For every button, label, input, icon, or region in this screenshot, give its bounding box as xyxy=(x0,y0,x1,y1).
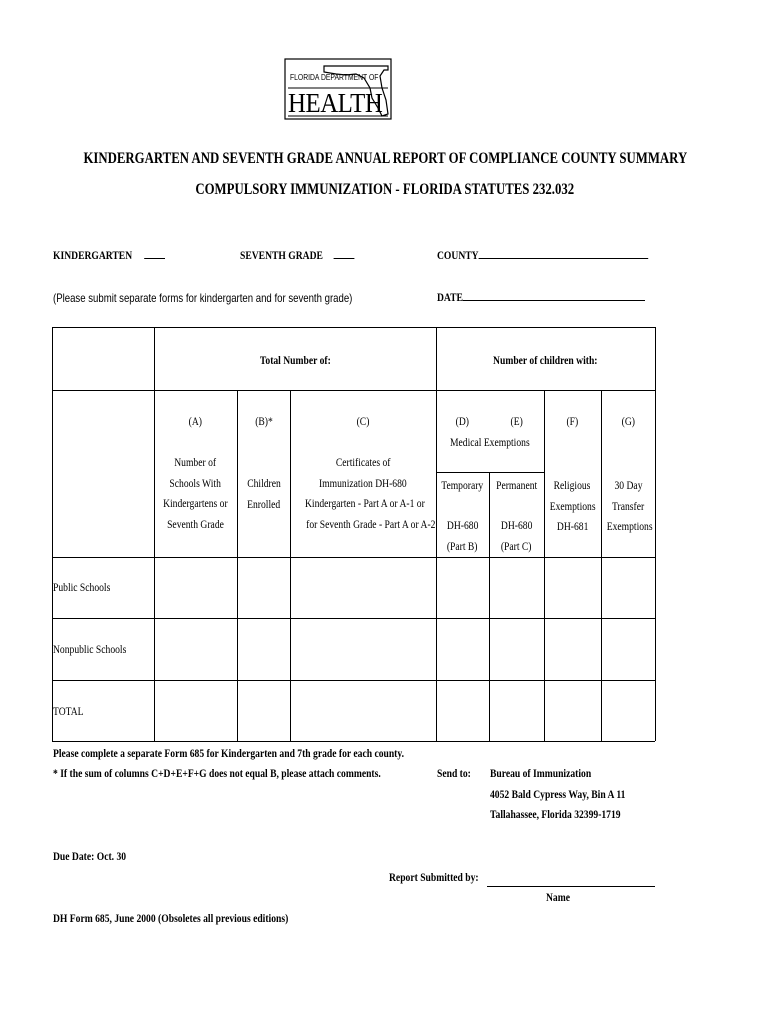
col-a-letter: (A) xyxy=(188,414,203,428)
table-border-bottom xyxy=(52,741,655,742)
col-e-form: DH-680 (Part C) xyxy=(500,518,533,553)
table-header-divider xyxy=(52,390,655,391)
row-label-public-schools: Public Schools xyxy=(53,580,111,594)
table-col-divider xyxy=(489,472,490,741)
col-f-letter: (F) xyxy=(566,414,579,428)
table-border-right xyxy=(655,327,656,741)
note-sum-columns: * If the sum of columns C+D+E+F+G does not equal B, please attach comments. xyxy=(53,766,381,780)
table-col-divider xyxy=(544,390,545,741)
county-label: COUNTY xyxy=(437,248,479,262)
table-col-divider xyxy=(601,390,602,741)
group-header-total: Total Number of: xyxy=(259,353,331,367)
note-separate-form: Please complete a separate Form 685 for Kindergarten and 7th grade for each county. xyxy=(53,746,405,760)
table-row-divider xyxy=(52,618,655,619)
page-subtitle: COMPULSORY IMMUNIZATION - FLORIDA STATUTES 232.032 xyxy=(195,181,575,198)
table-col-divider xyxy=(290,390,291,741)
due-date: Due Date: Oct. 30 xyxy=(53,849,127,863)
medical-exemptions-label: Medical Exemptions xyxy=(450,435,530,449)
col-g-letter: (G) xyxy=(621,414,635,428)
send-to-label: Send to: xyxy=(437,766,471,780)
address-line-1: Bureau of Immunization xyxy=(490,766,592,780)
table-col-divider xyxy=(154,327,155,741)
row-label-total: TOTAL xyxy=(53,704,84,718)
group-header-children: Number of children with: xyxy=(493,353,598,367)
date-label: DATE xyxy=(437,290,463,304)
medical-subheader-divider xyxy=(436,472,544,473)
col-d-letter: (D) xyxy=(455,414,470,428)
col-e-letter: (E) xyxy=(510,414,523,428)
col-a-header: Number of Schools With Kindergartens or Seventh Grade xyxy=(163,455,228,531)
address-line-3: Tallahassee, Florida 32399-1719 xyxy=(490,807,621,821)
col-b-header: Children Enrolled xyxy=(246,476,281,511)
table-body-top xyxy=(52,557,655,558)
table-col-divider xyxy=(237,390,238,741)
col-e-header: Permanent xyxy=(495,478,538,492)
kindergarten-label: KINDERGARTEN xyxy=(53,248,133,262)
name-label: Name xyxy=(546,890,570,904)
col-d-header: Temporary xyxy=(441,478,484,492)
address-line-2: 4052 Bald Cypress Way, Bin A 11 xyxy=(490,787,626,801)
logo-main-text: HEALTH xyxy=(288,88,383,118)
table-border-top xyxy=(52,327,655,328)
page-title: KINDERGARTEN AND SEVENTH GRADE ANNUAL REPORT OF COMPLIANCE COUNTY SUMMARY xyxy=(83,150,687,167)
report-submitted-by-label: Report Submitted by: xyxy=(389,870,479,884)
seventh-grade-label: SEVENTH GRADE xyxy=(240,248,323,262)
table-row-divider xyxy=(52,680,655,681)
col-f-header: Religious Exemptions DH-681 xyxy=(549,478,596,533)
col-c-letter: (C) xyxy=(356,414,370,428)
col-c-header: Certificates of Immunization DH-680 Kindergarten - Part A or A-1 or for Seventh Grade - Part A or A-2 xyxy=(304,455,436,531)
col-g-header: 30 Day Transfer Exemptions xyxy=(606,478,653,533)
col-b-letter: (B)* xyxy=(254,414,273,428)
col-d-form: DH-680 (Part B) xyxy=(446,518,479,553)
instruction-text: (Please submit separate forms for kindergarten and for seventh grade) xyxy=(53,291,353,305)
form-identifier: DH Form 685, June 2000 (Obsoletes all previous editions) xyxy=(53,911,289,925)
logo-top-text: FLORIDA DEPARTMENT OF xyxy=(290,72,379,82)
signature-line[interactable] xyxy=(487,886,655,887)
table-border-left xyxy=(52,327,53,741)
row-label-nonpublic-schools: Nonpublic Schools xyxy=(53,642,127,656)
